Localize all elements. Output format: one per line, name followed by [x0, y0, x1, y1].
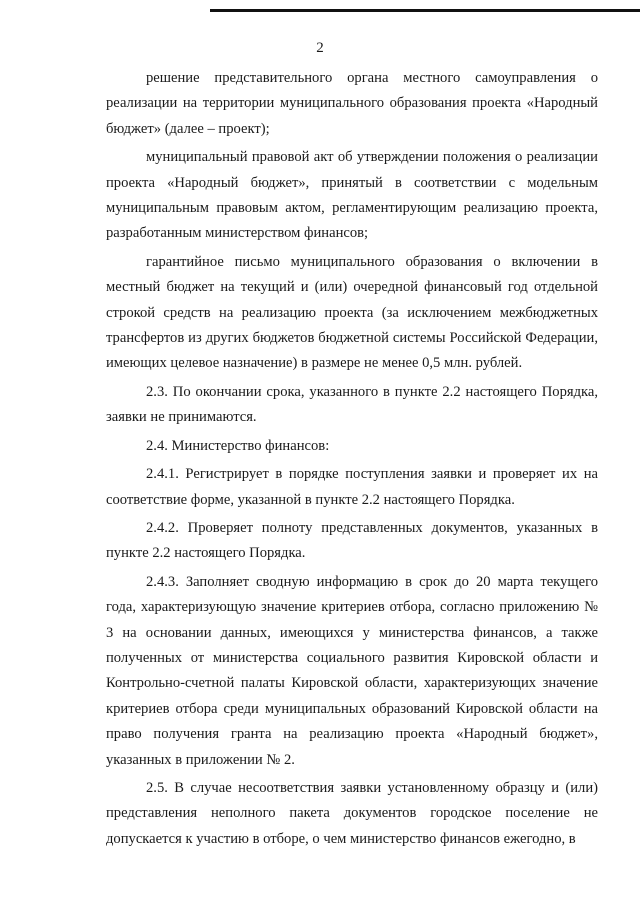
paragraph-2-4-3: 2.4.3. Заполняет сводную информацию в срок до 20 марта текущего года, характеризующую значение критериев отбора, согласно приложению № 3 на основании данных, имеющихся у министерства финансов, а также полученных от министерства социального развития Кировской области и Контрольно-счетной палаты Кировской области, характеризующих значение критериев отбора среди муниципальных образований Кировской области на право получения гранта на реализацию проекта «Народный бюджет», указанных в приложении № 2. [106, 573, 598, 768]
paragraph-guarantee-letter: гарантийное письмо муниципального образования о включении в местный бюджет на текущий и (или) очередной финансовый год отдельной строкой средств на реализацию проекта (за исключением межбюджетных трансфертов из других бюджетов бюджетной системы Российской Федерации, имеющих целевое назначение) в размере не менее 0,5 млн. рублей. [106, 253, 598, 372]
paragraph-2-5: 2.5. В случае несоответствия заявки установленному образцу и (или) представления неполного пакета документов городское поселение не допускается к участию в отборе, о чем министерство финансов ежегодно, в [106, 779, 598, 847]
scan-edge-bar [210, 9, 640, 12]
page-number: 2 [316, 40, 324, 56]
paragraph-2-4-2: 2.4.2. Проверяет полноту представленных документов, указанных в пункте 2.2 настоящего Порядка. [106, 519, 598, 562]
document-body [106, 66, 598, 855]
paragraph-municipal-legal-act: муниципальный правовой акт об утверждении положения о реализации проекта «Народный бюджет», принятый в соответствии с модельным муниципальным правовым актом, регламентирующим реализацию проекта, разработанным министерством финансов; [106, 149, 598, 242]
paragraph-2-4-1: 2.4.1. Регистрирует в порядке поступления заявки и проверяет их на соответствие форме, указанной в пункте 2.2 настоящего Порядка. [106, 466, 598, 508]
paragraph-2-3: 2.3. По окончании срока, указанного в пункте 2.2 настоящего Порядка, заявки не принимаются. [106, 383, 598, 426]
paragraph-local-government-decision: решение представительного органа местного самоуправления о реализации на территории муниципального образования проекта «Народный бюджет» (далее – проект); [106, 70, 598, 137]
paragraph-2-4: 2.4. Министерство финансов: [146, 437, 330, 454]
